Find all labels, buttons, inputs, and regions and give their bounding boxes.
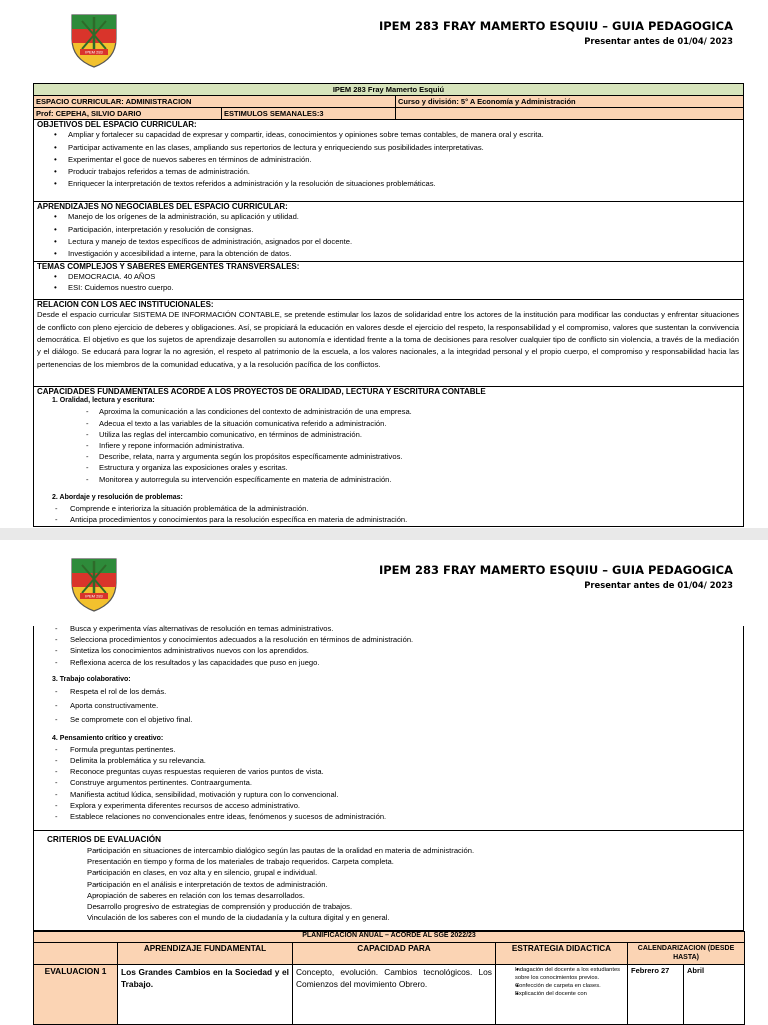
capacidades-title: CAPACIDADES FUNDAMENTALES ACORDE A LOS PROYECTOS DE ORALIDAD, LECTURA Y ESCRITURA CONTABLE bbox=[37, 387, 486, 396]
list-item: • Ampliar y fortalecer su capacidad de expresar y compartir, ideas, conocimientos y opiniones sobre temas contables, de manera oral y escrita. bbox=[37, 129, 743, 141]
list-item: • Lectura y manejo de textos específicos de administración, asignados por el docente. bbox=[37, 236, 743, 248]
school-logo bbox=[66, 553, 122, 613]
list-item: - Aproxima la comunicación a las condiciones del contexto de administración de una empresa. bbox=[37, 406, 743, 417]
profesor: Prof: CEPEHA, SILVIO DARIO bbox=[34, 108, 222, 119]
list-item: • Experimentar el goce de nuevos saberes en términos de administración. bbox=[37, 154, 743, 166]
capacidades-section bbox=[34, 386, 743, 528]
list-item: • Producir trabajos referidos a temas de administración. bbox=[37, 166, 743, 178]
desde-cell: Febrero 27 bbox=[628, 965, 684, 1025]
svg-text:IPEM 283: IPEM 283 bbox=[85, 593, 103, 599]
criterios-list bbox=[47, 845, 743, 923]
list-item: • Enriquecer la interpretación de textos referidos a administración y la resolución de situaciones problemáticas. bbox=[37, 178, 743, 190]
list-item: - Manifiesta actitud lúdica, sensibilidad, motivación y ruptura con lo convencional. bbox=[37, 789, 743, 800]
list-item: - Formula preguntas pertinentes. bbox=[37, 744, 743, 755]
list-item: - Infiere y repone información administrativa. bbox=[37, 440, 743, 451]
list-item: - Apropiación de saberes en relación con los temas desarrollados. bbox=[47, 890, 743, 901]
list-item: • Participación, interpretación y resolución de consignas. bbox=[37, 224, 743, 236]
list-item: - Establece relaciones no convencionales entre ideas, fenómenos y sucesos de administración. bbox=[37, 811, 743, 822]
list-item: • Indagación del docente a los estudiantes sobre los conocimientos previos. bbox=[499, 966, 624, 982]
list-item: - Reconoce preguntas cuyas respuestas requieren de varios puntos de vista. bbox=[37, 766, 743, 777]
espacio-curricular: ESPACIO CURRICULAR: ADMINISTRACION bbox=[34, 96, 396, 107]
relacion-text: Desde el espacio curricular SISTEMA DE INFORMACIÓN CONTABLE, se pretende estimular los lazos de solidaridad entre los actores de la institución para modificar las conductas y enfrentar situaciones de conflicto con pleno ejercicio de deberes y obligaciones. Así, se propiciará la educación en valores desde el ejercicio del respeto, la responsabilidad y el compromiso, valores que sustentan la convivencia democrática. El objetivo es que los sujetos de aprendizaje desarrollen su autonomía e identidad frente a la toma de decisiones para resolver cualquier tipo de conflicto sin violencia, a través de la mediación y el diálogo. Se educará para lograr la no agresión, el respeto al patrimonio de la escuela, a los valores nacionales, a la integridad personal y el propio cuerpo, el compromiso y responsabilidad hacia las pertenencias de los miembros de la comunidad educativa, y a la resolución pacífica de los conflictos. bbox=[37, 310, 739, 369]
relacion-title: RELACION CON LOS AEC INSTITUCIONALES: bbox=[37, 300, 214, 309]
abordaje-title: 2. Abordaje y resolución de problemas: bbox=[52, 493, 183, 501]
criterios-section bbox=[34, 831, 743, 931]
planificacion-title-row bbox=[34, 932, 745, 943]
list-item: - Describe, relata, narra y argumenta según los propósitos específicamente administrativos. bbox=[37, 451, 743, 462]
list-item: • Confección de carpeta en clases. bbox=[499, 982, 624, 990]
list-item: • Explicación del docente con bbox=[499, 990, 624, 998]
school-row bbox=[34, 84, 743, 96]
capacidades-cont bbox=[34, 626, 743, 831]
list-item: - Comprende e interioriza la situación problemática de la administración. bbox=[37, 503, 743, 514]
list-item: • Participar activamente en las clases, ampliando sus repertorios de lectura y enriqueciendo sus posibilidades interpretativas. bbox=[37, 142, 743, 154]
aprendizaje-cell: Los Grandes Cambios en la Sociedad y el Trabajo. bbox=[118, 965, 293, 1025]
list-item: - Selecciona procedimientos y conocimientos adecuados a la resolución en términos de administración. bbox=[37, 634, 743, 645]
oralidad-list bbox=[37, 406, 743, 484]
temas-title: TEMAS COMPLEJOS Y SABERES EMERGENTES TRANSVERSALES: bbox=[37, 262, 300, 271]
planificacion-table bbox=[33, 931, 745, 1025]
col-aprendizaje: APRENDIZAJE FUNDAMENTAL bbox=[118, 943, 293, 965]
school-name: IPEM 283 Fray Mamerto Esquiú bbox=[332, 85, 445, 94]
capacidad-cell: Concepto, evolución. Cambios tecnológicos. Los Comienzos del movimiento Obrero. bbox=[293, 965, 496, 1025]
list-item: - Participación en situaciones de intercambio dialógico según las pautas de la oralidad en materia de administración. bbox=[47, 845, 743, 856]
school-logo bbox=[66, 9, 122, 69]
list-item: • Manejo de los orígenes de la administración, su aplicación y utilidad. bbox=[37, 211, 743, 223]
page-title: IPEM 283 FRAY MAMERTO ESQUIU – GUIA PEDAGOGICA bbox=[378, 19, 733, 33]
estrategia-cell bbox=[496, 965, 628, 1025]
page-2 bbox=[0, 540, 768, 1024]
aprendizajes-list bbox=[37, 211, 743, 260]
svg-text:IPEM 283: IPEM 283 bbox=[85, 49, 103, 55]
oralidad-title: 1. Oralidad, lectura y escritura: bbox=[52, 397, 155, 405]
list-item: - Respeta el rol de los demás. bbox=[37, 685, 743, 699]
temas-section bbox=[34, 261, 743, 299]
list-item: - Aporta constructivamente. bbox=[37, 699, 743, 713]
list-item: • DEMOCRACIA. 40 AÑOS bbox=[37, 271, 743, 282]
curso-division: Curso y división: 5° A Economía y Administración bbox=[398, 97, 576, 106]
list-item: - Vinculación de los saberes con el mundo de la ciudadanía y la cultura digital y en general. bbox=[47, 912, 743, 923]
espacio-row bbox=[34, 96, 743, 108]
trabajo-title: 3. Trabajo colaborativo: bbox=[52, 675, 131, 683]
list-item: - Busca y experimenta vías alternativas de resolución en temas administrativos. bbox=[37, 623, 743, 634]
list-item: • Investigación y accesibilidad a interne, para la obtención de datos. bbox=[37, 248, 743, 260]
objetivos-list bbox=[37, 129, 743, 190]
evaluacion-cell: EVALUACION 1 bbox=[34, 965, 118, 1025]
list-item: - Utiliza las reglas del intercambio comunicativo, en términos de administración. bbox=[37, 429, 743, 440]
pensamiento-list bbox=[37, 744, 743, 822]
planificacion-title: PLANIFICACION ANUAL – ACORDE AL SGE 2022/23 bbox=[34, 932, 745, 943]
estimulos-semanales: ESTIMULOS SEMANALES:3 bbox=[222, 108, 396, 119]
temas-list bbox=[37, 271, 743, 293]
trabajo-list bbox=[37, 685, 743, 727]
list-item: - Anticipa procedimientos y conocimientos para la resolución específica en materia de administración. bbox=[37, 514, 743, 525]
page-subtitle: Presentar antes de 01/04/ 2023 bbox=[584, 36, 733, 46]
col-estrategia: ESTRATEGIA DIDACTICA bbox=[496, 943, 628, 965]
page-title: IPEM 283 FRAY MAMERTO ESQUIU – GUIA PEDAGOGICA bbox=[378, 563, 733, 577]
list-item: - Construye argumentos pertinentes. Contraargumenta. bbox=[37, 777, 743, 788]
aprendizajes-section bbox=[34, 201, 743, 261]
criterios-box bbox=[33, 831, 744, 931]
list-item: - Adecua el texto a las variables de la situación comunicativa referido a administración. bbox=[37, 418, 743, 429]
prof-row bbox=[34, 108, 743, 120]
empty-header bbox=[34, 943, 118, 965]
guide-box-cont bbox=[33, 626, 744, 831]
list-item: • ESI: Cuidemos nuestro cuerpo. bbox=[37, 282, 743, 293]
objetivos-section bbox=[34, 120, 743, 201]
relacion-section bbox=[34, 299, 743, 386]
abordaje-list bbox=[37, 503, 743, 525]
planificacion-header-row bbox=[34, 943, 745, 965]
criterios-title: CRITERIOS DE EVALUACIÓN bbox=[47, 835, 162, 844]
list-item: - Se compromete con el objetivo final. bbox=[37, 713, 743, 727]
list-item: - Participación en clases, en voz alta y en silencio, grupal e individual. bbox=[47, 867, 743, 878]
table-row bbox=[34, 965, 745, 1025]
list-item: - Desarrollo progresivo de estrategias de comprensión y producción de trabajos. bbox=[47, 901, 743, 912]
list-item: - Explora y experimenta diferentes recursos de acceso administrativo. bbox=[37, 800, 743, 811]
abordaje-list-cont bbox=[37, 623, 743, 668]
col-capacidad: CAPACIDAD PARA bbox=[293, 943, 496, 965]
estrategia-list bbox=[499, 966, 624, 998]
list-item: - Participación en el análisis e interpretación de textos de administración. bbox=[47, 879, 743, 890]
list-item: - Monitorea y autorregula su intervención específicamente en materia de administración. bbox=[37, 474, 743, 485]
list-item: - Presentación en tiempo y forma de los materiales de trabajo requeridos. Carpeta completa. bbox=[47, 856, 743, 867]
list-item: - Sintetiza los conocimientos administrativos nuevos con los aprendidos. bbox=[37, 645, 743, 656]
aprendizajes-title: APRENDIZAJES NO NEGOCIABLES DEL ESPACIO CURRICULAR: bbox=[37, 202, 288, 211]
list-item: - Delimita la problemática y su relevancia. bbox=[37, 755, 743, 766]
pensamiento-title: 4. Pensamiento crítico y creativo: bbox=[52, 734, 164, 742]
page-subtitle: Presentar antes de 01/04/ 2023 bbox=[584, 580, 733, 590]
hasta-cell: Abril bbox=[684, 965, 745, 1025]
guide-box bbox=[33, 83, 744, 527]
objetivos-title: OBJETIVOS DEL ESPACIO CURRICULAR: bbox=[37, 120, 197, 129]
list-item: - Reflexiona acerca de los resultados y las capacidades que puso en juego. bbox=[37, 657, 743, 668]
list-item: - Estructura y organiza las exposiciones orales y escritas. bbox=[37, 462, 743, 473]
page-separator bbox=[0, 528, 768, 540]
col-calendarizacion: CALENDARIZACION (DESDE HASTA) bbox=[628, 943, 745, 965]
